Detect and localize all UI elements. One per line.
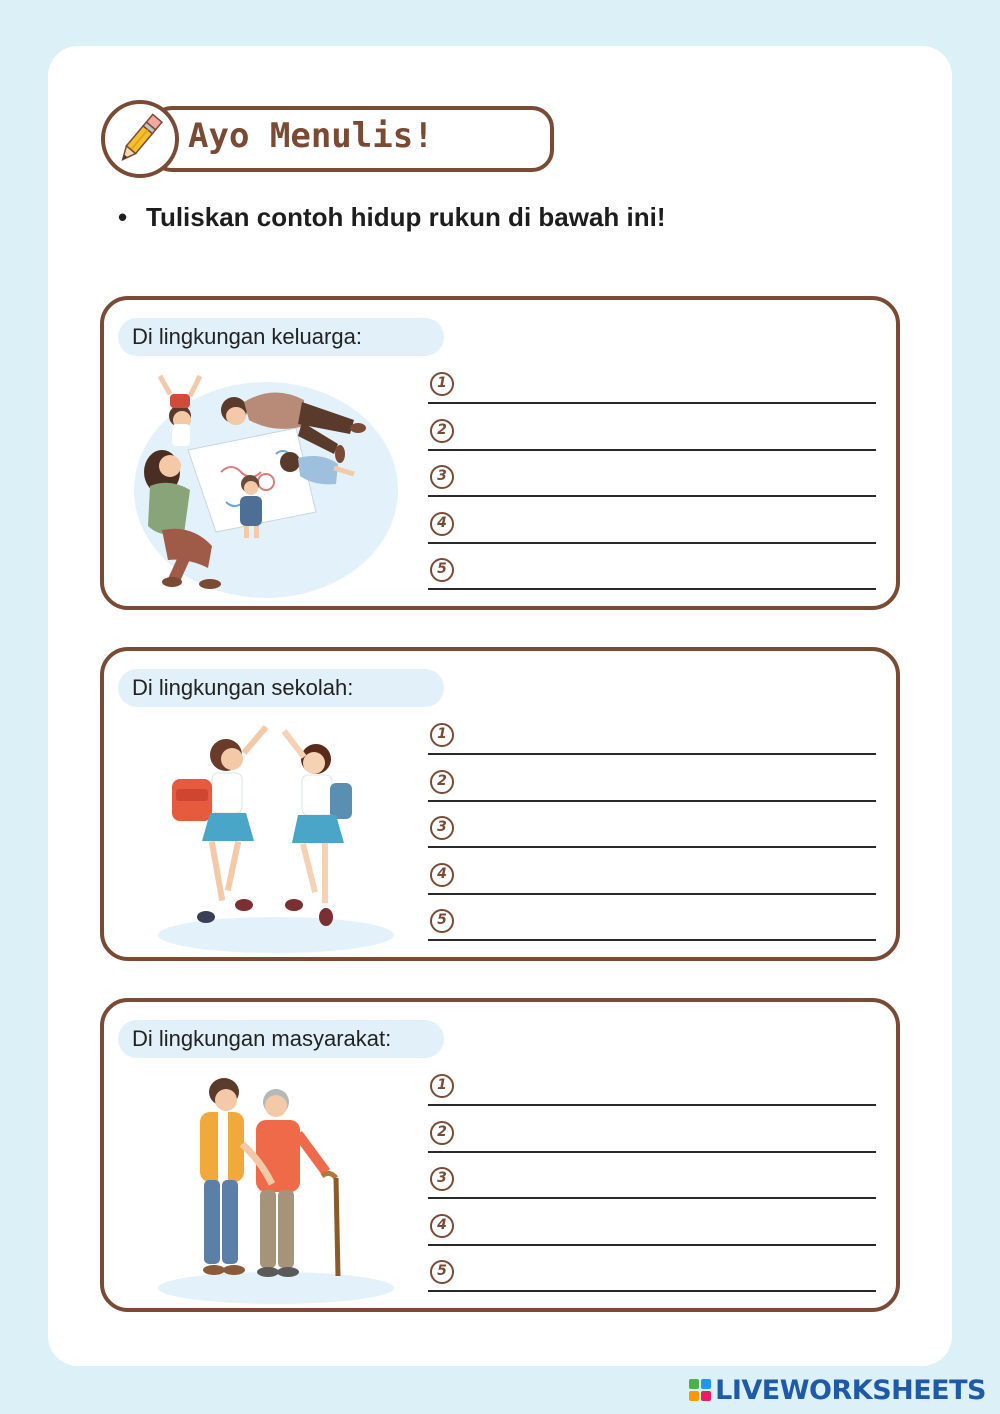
number-badge: 3	[430, 816, 454, 840]
answer-input-keluarga-1[interactable]	[462, 372, 872, 402]
answer-line	[428, 402, 876, 404]
answer-input-keluarga-2[interactable]	[462, 419, 872, 449]
answer-row	[428, 857, 876, 904]
answer-input-sekolah-2[interactable]	[462, 770, 872, 800]
answer-lines-masyarakat	[428, 1068, 876, 1301]
answer-lines-keluarga	[428, 366, 876, 599]
answer-row	[428, 506, 876, 553]
section-label: Di lingkungan keluarga:	[118, 318, 444, 356]
answer-line	[428, 495, 876, 497]
number-badge: 5	[430, 558, 454, 582]
answer-row	[428, 1254, 876, 1301]
answer-input-keluarga-4[interactable]	[462, 512, 872, 542]
section-label: Di lingkungan sekolah:	[118, 669, 444, 707]
answer-line	[428, 1290, 876, 1292]
answer-line	[428, 846, 876, 848]
page-title: Ayo Menulis!	[188, 116, 434, 156]
answer-line	[428, 542, 876, 544]
section-card-keluarga	[100, 296, 900, 610]
answer-input-keluarga-5[interactable]	[462, 558, 872, 588]
instruction-text: Tuliskan contoh hidup rukun di bawah ini!	[146, 202, 666, 232]
answer-row	[428, 1161, 876, 1208]
pencil-icon	[105, 104, 175, 174]
answer-input-masyarakat-2[interactable]	[462, 1121, 872, 1151]
answer-line	[428, 753, 876, 755]
answer-input-masyarakat-5[interactable]	[462, 1260, 872, 1290]
number-badge: 3	[430, 465, 454, 489]
answer-row	[428, 1115, 876, 1162]
number-badge: 5	[430, 1260, 454, 1284]
answer-row	[428, 764, 876, 811]
answer-row	[428, 552, 876, 599]
number-badge: 1	[430, 372, 454, 396]
answer-row	[428, 717, 876, 764]
number-badge: 3	[430, 1167, 454, 1191]
answer-row	[428, 366, 876, 413]
liveworksheets-logo-icon	[689, 1379, 711, 1401]
answer-input-sekolah-1[interactable]	[462, 723, 872, 753]
liveworksheets-brand: LIVEWORKSHEETS	[715, 1374, 986, 1406]
liveworksheets-logo[interactable]	[689, 1372, 986, 1408]
number-badge: 2	[430, 770, 454, 794]
answer-line	[428, 1104, 876, 1106]
number-badge: 2	[430, 1121, 454, 1145]
students-high-five-illustration	[126, 713, 406, 953]
answer-input-masyarakat-4[interactable]	[462, 1214, 872, 1244]
family-drawing-illustration	[126, 362, 406, 602]
pencil-badge	[101, 100, 179, 178]
answer-input-sekolah-3[interactable]	[462, 816, 872, 846]
section-label: Di lingkungan masyarakat:	[118, 1020, 444, 1058]
answer-line	[428, 588, 876, 590]
answer-input-masyarakat-1[interactable]	[462, 1074, 872, 1104]
answer-line	[428, 1151, 876, 1153]
answer-line	[428, 939, 876, 941]
number-badge: 4	[430, 512, 454, 536]
answer-row	[428, 413, 876, 460]
number-badge: 4	[430, 863, 454, 887]
answer-row	[428, 459, 876, 506]
answer-line	[428, 800, 876, 802]
answer-row	[428, 1068, 876, 1115]
answer-input-keluarga-3[interactable]	[462, 465, 872, 495]
answer-input-sekolah-4[interactable]	[462, 863, 872, 893]
number-badge: 1	[430, 1074, 454, 1098]
answer-row	[428, 810, 876, 857]
answer-row	[428, 1208, 876, 1255]
answer-row	[428, 903, 876, 950]
number-badge: 5	[430, 909, 454, 933]
number-badge: 4	[430, 1214, 454, 1238]
answer-input-sekolah-5[interactable]	[462, 909, 872, 939]
answer-lines-sekolah	[428, 717, 876, 950]
answer-line	[428, 449, 876, 451]
section-card-masyarakat	[100, 998, 900, 1312]
section-card-sekolah	[100, 647, 900, 961]
number-badge: 2	[430, 419, 454, 443]
answer-line	[428, 1197, 876, 1199]
instruction-bullet: •	[118, 202, 128, 232]
number-badge: 1	[430, 723, 454, 747]
helping-elderly-illustration	[126, 1064, 406, 1304]
answer-input-masyarakat-3[interactable]	[462, 1167, 872, 1197]
answer-line	[428, 1244, 876, 1246]
answer-line	[428, 893, 876, 895]
instruction	[118, 202, 666, 233]
